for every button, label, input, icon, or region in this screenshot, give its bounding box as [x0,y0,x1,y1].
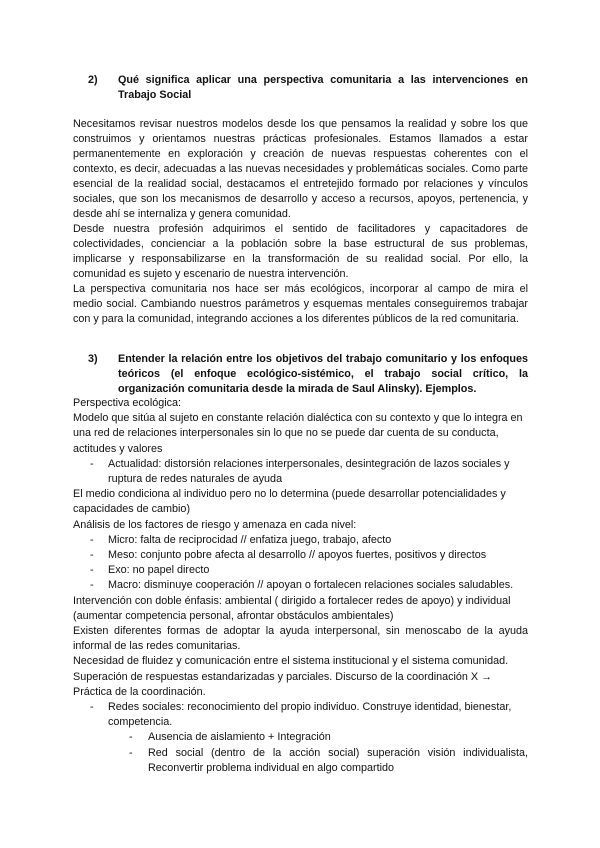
medio-text: El medio condiciona al individuo pero no lo determina (puede desarrollar potencialidades y capacidades de cambio) [73,488,506,516]
level-text: Exo: no papel directo [108,564,210,577]
analysis-label: Análisis de los factores de riesgo y amenaza en cada nivel: [73,518,357,531]
sub-bullet-text: Red social (dentro de la acción social) superación visión individualista, Reconvertir problema individual en algo compartido [148,746,528,774]
section-3-number: 3) [88,353,98,365]
list-item [73,563,528,578]
perspective-label: Perspectiva ecológica: [73,397,182,409]
list-item [73,533,528,548]
section-2-number: 2) [88,74,98,86]
forms-text: Existen diferentes formas de adoptar la ayuda interpersonal, sin menoscabo de la ayuda informal de las redes comunitarias. [73,625,528,653]
section-3-heading [88,352,528,397]
section-2-body [73,117,528,327]
sub-bullet-text: Ausencia de aislamiento + Integración [148,731,331,744]
sub-list-item [73,746,528,776]
section-3-body [73,396,528,776]
section-2-title: Qué significa aplicar una perspectiva comunitaria a las intervenciones en Trabajo Social [118,74,528,101]
bullet-dash: - [90,533,94,546]
bullet-dash: - [90,701,94,714]
list-item [73,457,528,487]
actualidad-text: Actualidad: distorsión relaciones interpersonales, desintegración de lazos sociales y ruptura de redes naturales de ayuda [108,457,510,486]
section-3-title: Entender la relación entre los objetivos del trabajo comunitario y los enfoques teóricos (el enfoque ecológico-sistémico, el trabajo social crítico, la organización comunitaria desde la mirada de Saul Alinsky). Ejemplos. [118,353,528,395]
list-item [73,700,528,730]
bullet-dash: - [129,746,133,759]
intervention-text: Intervención con doble énfasis: ambiental ( dirigido a fortalecer redes de apoyo) y individual (aumentar competencia personal, afrontar obstáculos ambientales) [73,594,511,622]
paragraph: La perspectiva comunitaria nos hace ser más ecológicos, incorporar al campo de mira el medio social. Cambiando nuestros parámetros y esquemas mentales conseguiremos trabajar con y para la comunidad, integrando acciones a los diferentes públicos de la red comunitaria. [73,283,528,325]
model-text: Modelo que sitúa al sujeto en constante relación dialéctica con su contexto y que lo integra en una red de relaciones interpersonales sin lo que no se puede dar cuenta de su conducta, actitudes y valores [73,412,523,455]
networks-text: Redes sociales: reconocimiento del propio individuo. Construye identidad, bienestar, competencia. [108,701,512,729]
bullet-dash: - [129,731,133,744]
level-text: Micro: falta de reciprocidad // enfatiza juego, trabajo, afecto [108,533,392,546]
paragraph: Necesitamos revisar nuestros modelos desde los que pensamos la realidad y sobre los que construimos y orientamos nuestras prácticas profesionales. Estamos llamados a estar permanentemente en exploración y creación de nuevas respuestas coherentes con el contexto, es decir, adecuadas a las nuevas necesidades y problemáticas sociales. Como parte esencial de la realidad social, destacamos el entretejido formado por relaciones y vínculos sociales, que son los mecanismos de desarrollo y acceso a recursos, apoyos, pertenencia, y desde ahí se internaliza y genera comunidad. [73,118,528,220]
paragraph: Desde nuestra profesión adquirimos el sentido de facilitadores y capacitadores de colectividades, concienciar a la población sobre la base estructural de sus problemas, implicarse y responsabilizarse en la transformación de su realidad social. Por ello, la comunidad es sujeto y escenario de nuestra intervención. [73,223,528,280]
bullet-dash: - [90,564,94,577]
level-text: Meso: conjunto pobre afecta al desarrollo // apoyos fuertes, positivos y directos [108,549,487,562]
bullet-dash: - [90,579,94,592]
bullet-dash: - [90,549,94,562]
list-item [73,578,528,593]
bullet-dash: - [90,457,94,470]
section-2-heading [88,73,528,103]
level-text: Macro: disminuye cooperación // apoyan o fortalecen relaciones sociales saludables. [108,579,514,592]
list-item [73,548,528,563]
fluidity-text: Necesidad de fluidez y comunicación entre el sistema institucional y el sistema comunidad. [73,655,509,668]
overcoming-text: Superación de respuestas estandarizadas y parciales. Discurso de la coordinación X → Práctica de la coordinación. [73,670,492,698]
sub-list-item [73,730,528,745]
